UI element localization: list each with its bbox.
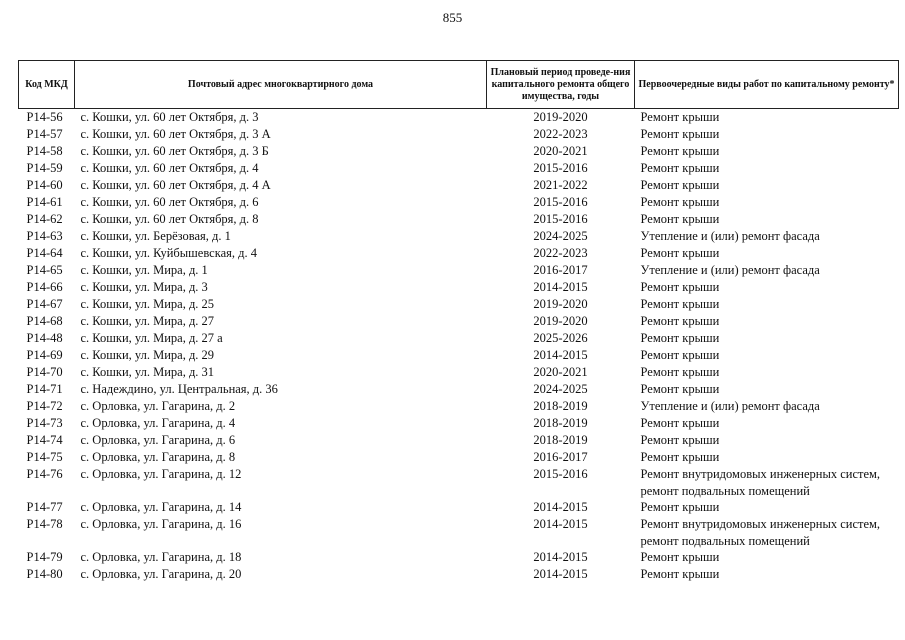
table-body: [19, 109, 899, 584]
table-row: [19, 516, 899, 549]
table-row: [19, 262, 899, 279]
cell-works: Ремонт внутридомовых инженерных систем, ремонт подвальных помещений: [640, 467, 881, 498]
cell-works: Ремонт крыши: [640, 416, 720, 430]
table-header: [19, 61, 899, 109]
header-period: Плановый период проведе-ния капитального ремонта общего имущества, годы: [487, 61, 635, 109]
table-row: [19, 347, 899, 364]
table-row: [19, 279, 899, 296]
table-row: [19, 109, 899, 127]
cell-period: 2014-2015: [533, 550, 588, 564]
cell-code: P14-63: [26, 229, 63, 243]
cell-period: 2020-2021: [533, 365, 588, 379]
cell-address: с. Кошки, ул. Мира, д. 25: [80, 297, 215, 311]
cell-period: 2021-2022: [533, 178, 588, 192]
table-row: [19, 245, 899, 262]
cell-works: Ремонт крыши: [640, 567, 720, 581]
cell-period: 2022-2023: [533, 246, 588, 260]
cell-address: с. Орловка, ул. Гагарина, д. 2: [80, 399, 236, 413]
table-row: [19, 194, 899, 211]
cell-period: 2019-2020: [533, 314, 588, 328]
cell-address: с. Орловка, ул. Гагарина, д. 12: [80, 467, 242, 481]
table-row: [19, 143, 899, 160]
cell-code: P14-58: [26, 144, 63, 158]
cell-address: с. Кошки, ул. Берёзовая, д. 1: [80, 229, 231, 243]
cell-period: 2015-2016: [533, 161, 588, 175]
cell-works: Ремонт крыши: [640, 314, 720, 328]
cell-address: с. Кошки, ул. Мира, д. 29: [80, 348, 215, 362]
cell-period: 2018-2019: [533, 399, 588, 413]
cell-works: Ремонт крыши: [640, 297, 720, 311]
table-row: [19, 313, 899, 330]
cell-period: 2020-2021: [533, 144, 588, 158]
table-row: [19, 211, 899, 228]
cell-period: 2014-2015: [533, 348, 588, 362]
cell-code: P14-48: [26, 331, 63, 345]
cell-code: P14-59: [26, 161, 63, 175]
cell-address: с. Кошки, ул. Мира, д. 31: [80, 365, 215, 379]
cell-code: P14-67: [26, 297, 63, 311]
cell-period: 2024-2025: [533, 382, 588, 396]
cell-works: Ремонт крыши: [640, 246, 720, 260]
cell-address: с. Орловка, ул. Гагарина, д. 14: [80, 500, 242, 514]
header-address: Почтовый адрес многоквартирного дома: [75, 61, 487, 109]
cell-period: 2025-2026: [533, 331, 588, 345]
cell-code: P14-79: [26, 550, 63, 564]
table-row: [19, 449, 899, 466]
header-code: Код МКД: [19, 61, 75, 109]
cell-period: 2014-2015: [533, 500, 588, 514]
cell-address: с. Кошки, ул. 60 лет Октября, д. 6: [80, 195, 259, 209]
table-row: [19, 296, 899, 313]
cell-address: с. Орловка, ул. Гагарина, д. 16: [80, 517, 242, 531]
capital-repair-table: [18, 60, 899, 583]
cell-works: Ремонт крыши: [640, 161, 720, 175]
cell-address: с. Орловка, ул. Гагарина, д. 6: [80, 433, 236, 447]
cell-period: 2016-2017: [533, 450, 588, 464]
table-row: [19, 126, 899, 143]
cell-works: Ремонт крыши: [640, 433, 720, 447]
cell-period: 2015-2016: [533, 467, 588, 481]
cell-period: 2019-2020: [533, 297, 588, 311]
table-row: [19, 415, 899, 432]
cell-works: Ремонт крыши: [640, 144, 720, 158]
cell-code: P14-57: [26, 127, 63, 141]
cell-address: с. Кошки, ул. 60 лет Октября, д. 3: [80, 110, 259, 124]
cell-code: P14-76: [26, 467, 63, 481]
table-row: [19, 381, 899, 398]
cell-address: с. Орловка, ул. Гагарина, д. 18: [80, 550, 242, 564]
table-row: [19, 330, 899, 347]
cell-code: P14-70: [26, 365, 63, 379]
cell-period: 2022-2023: [533, 127, 588, 141]
cell-code: P14-62: [26, 212, 63, 226]
cell-period: 2018-2019: [533, 433, 588, 447]
cell-code: P14-64: [26, 246, 63, 260]
cell-works: Ремонт крыши: [640, 178, 720, 192]
cell-code: P14-68: [26, 314, 63, 328]
cell-works: Ремонт крыши: [640, 500, 720, 514]
table-row: [19, 549, 899, 566]
cell-period: 2015-2016: [533, 195, 588, 209]
cell-address: с. Кошки, ул. 60 лет Октября, д. 4: [80, 161, 259, 175]
cell-address: с. Кошки, ул. Мира, д. 27: [80, 314, 215, 328]
cell-address: с. Кошки, ул. 60 лет Октября, д. 3 Б: [80, 144, 269, 158]
table-row: [19, 228, 899, 245]
cell-works: Ремонт крыши: [640, 550, 720, 564]
cell-code: P14-61: [26, 195, 63, 209]
header-works: Первоочередные виды работ по капитальному ремонту*: [635, 61, 899, 109]
cell-works: Ремонт крыши: [640, 331, 720, 345]
cell-code: P14-73: [26, 416, 63, 430]
table-row: [19, 398, 899, 415]
cell-address: с. Орловка, ул. Гагарина, д. 20: [80, 567, 242, 581]
table-row: [19, 160, 899, 177]
cell-works: Ремонт крыши: [640, 110, 720, 124]
cell-works: Ремонт крыши: [640, 365, 720, 379]
table-row: [19, 364, 899, 381]
cell-code: P14-75: [26, 450, 63, 464]
cell-period: 2015-2016: [533, 212, 588, 226]
cell-works: Ремонт крыши: [640, 450, 720, 464]
cell-address: с. Кошки, ул. 60 лет Октября, д. 4 А: [80, 178, 271, 192]
cell-period: 2016-2017: [533, 263, 588, 277]
cell-period: 2024-2025: [533, 229, 588, 243]
page-number: 855: [442, 10, 463, 25]
cell-works: Ремонт внутридомовых инженерных систем, ремонт подвальных помещений: [640, 517, 881, 548]
cell-works: Ремонт крыши: [640, 127, 720, 141]
cell-address: с. Кошки, ул. 60 лет Октября, д. 8: [80, 212, 259, 226]
cell-address: с. Орловка, ул. Гагарина, д. 8: [80, 450, 236, 464]
cell-address: с. Кошки, ул. 60 лет Октября, д. 3 А: [80, 127, 271, 141]
cell-code: P14-80: [26, 567, 63, 581]
cell-code: P14-72: [26, 399, 63, 413]
cell-address: с. Надеждино, ул. Центральная, д. 36: [80, 382, 278, 396]
cell-works: Утепление и (или) ремонт фасада: [640, 229, 820, 243]
table-row: [19, 432, 899, 449]
cell-code: P14-71: [26, 382, 63, 396]
cell-works: Ремонт крыши: [640, 280, 720, 294]
cell-works: Ремонт крыши: [640, 382, 720, 396]
cell-code: P14-66: [26, 280, 63, 294]
cell-code: P14-78: [26, 517, 63, 531]
cell-period: 2019-2020: [533, 110, 588, 124]
cell-address: с. Кошки, ул. Мира, д. 1: [80, 263, 208, 277]
cell-address: с. Кошки, ул. Куйбышевская, д. 4: [80, 246, 258, 260]
cell-address: с. Кошки, ул. Мира, д. 27 а: [80, 331, 223, 345]
cell-works: Ремонт крыши: [640, 195, 720, 209]
table-row: [19, 499, 899, 516]
cell-code: P14-77: [26, 500, 63, 514]
cell-period: 2018-2019: [533, 416, 588, 430]
cell-code: P14-65: [26, 263, 63, 277]
cell-works: Утепление и (или) ремонт фасада: [640, 263, 820, 277]
cell-period: 2014-2015: [533, 280, 588, 294]
cell-code: P14-74: [26, 433, 63, 447]
cell-address: с. Кошки, ул. Мира, д. 3: [80, 280, 208, 294]
cell-works: Утепление и (или) ремонт фасада: [640, 399, 820, 413]
cell-address: с. Орловка, ул. Гагарина, д. 4: [80, 416, 236, 430]
table-row: [19, 177, 899, 194]
table-row: [19, 466, 899, 499]
cell-period: 2014-2015: [533, 517, 588, 531]
cell-code: P14-56: [26, 110, 63, 124]
cell-code: P14-69: [26, 348, 63, 362]
cell-period: 2014-2015: [533, 567, 588, 581]
cell-code: P14-60: [26, 178, 63, 192]
cell-works: Ремонт крыши: [640, 348, 720, 362]
table-row: [19, 566, 899, 583]
cell-works: Ремонт крыши: [640, 212, 720, 226]
